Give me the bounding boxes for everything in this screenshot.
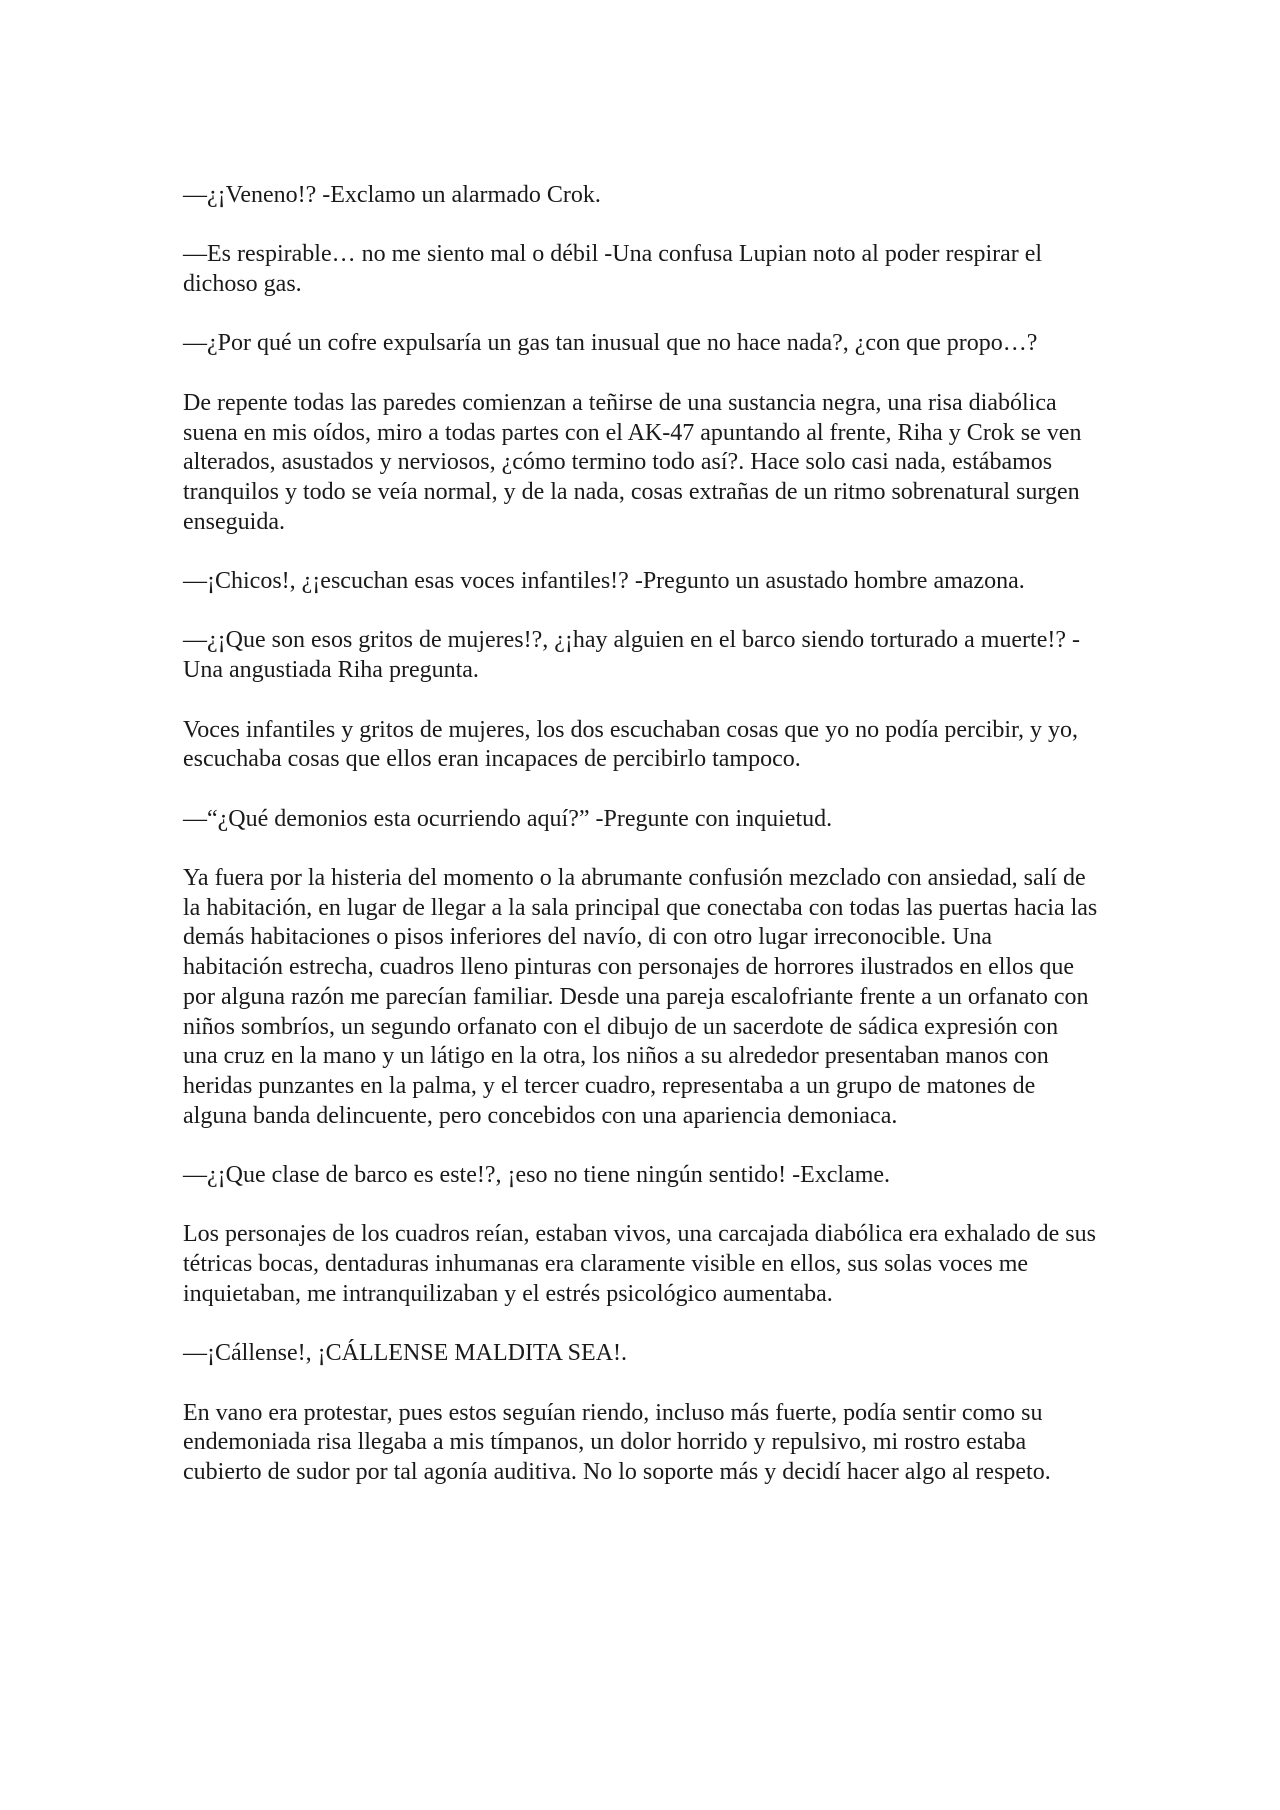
paragraph: —¿¡Que son esos gritos de mujeres!?, ¿¡hay alguien en el barco siendo torturado a muerte!? -Una angustiada Riha pregunta. (183, 627, 1080, 684)
paragraph: De repente todas las paredes comienzan a teñirse de una sustancia negra, una risa diabólica suena en mis oídos, miro a todas partes con el AK-47 apuntando al frente, Riha y Crok se ven alterados, asustados y nerviosos, ¿cómo termino todo así?. Hace solo casi nada, estábamos tranquilos y todo se veía normal, y de la nada, cosas extrañas de un ritmo sobrenatural surgen enseguida. (183, 389, 1082, 535)
paragraph: —Es respirable… no me siento mal o débil -Una confusa Lupian noto al poder respirar el dichoso gas. (183, 241, 1043, 298)
paragraph: Los personajes de los cuadros reían, estaban vivos, una carcajada diabólica era exhalado de sus tétricas bocas, dentaduras inhumanas era claramente visible en ellos, sus solas voces me inquietaban, me intranquilizaban y el estrés psicológico aumentaba. (183, 1221, 1096, 1307)
paragraph: —¡Chicos!, ¿¡escuchan esas voces infantiles!? -Pregunto un asustado hombre amazona. (183, 568, 1025, 595)
paragraph: Ya fuera por la histeria del momento o la abrumante confusión mezclado con ansiedad, salí de la habitación, en lugar de llegar a la sala principal que conectaba con todas las puertas hacia las demás habitaciones o pisos inferiores del navío, di con otro lugar irreconocible. Una habitación estrecha, cuadros lleno pinturas con personajes de horrores ilustrados en ellos que por alguna razón me parecían familiar. Desde una pareja escalofriante frente a un orfanato con niños sombríos, un segundo orfanato con el dibujo de un sacerdote de sádica expresión con una cruz en la mano y un látigo en la otra, los niños a su alrededor presentaban manos con heridas punzantes en la palma, y el tercer cuadro, representaba a un grupo de matones de alguna banda delincuente, pero concebidos con una apariencia demoniaca. (183, 865, 1098, 1129)
document-body (183, 181, 1098, 1517)
paragraph: —¿¡Veneno!? -Exclamo un alarmado Crok. (183, 182, 601, 208)
paragraph: —¿Por qué un cofre expulsaría un gas tan inusual que no hace nada?, ¿con que propo…? (183, 330, 1038, 357)
paragraph: En vano era protestar, pues estos seguían riendo, incluso más fuerte, podía sentir como su endemoniada risa llegaba a mis tímpanos, un dolor horrido y repulsivo, mi rostro estaba cubierto de sudor por tal agonía auditiva. No lo soporte más y decidí hacer algo al respeto. (183, 1399, 1051, 1486)
paragraph: —“¿Qué demonios esta ocurriendo aquí?” -Pregunte con inquietud. (183, 805, 833, 832)
paragraph: Voces infantiles y gritos de mujeres, los dos escuchaban cosas que yo no podía percibir, y yo, escuchaba cosas que ellos eran incapaces de percibirlo tampoco. (183, 716, 1079, 773)
paragraph: —¡Cállense!, ¡CÁLLENSE MALDITA SEA!. (183, 1340, 628, 1367)
paragraph: —¿¡Que clase de barco es este!?, ¡eso no tiene ningún sentido! -Exclame. (183, 1162, 891, 1189)
